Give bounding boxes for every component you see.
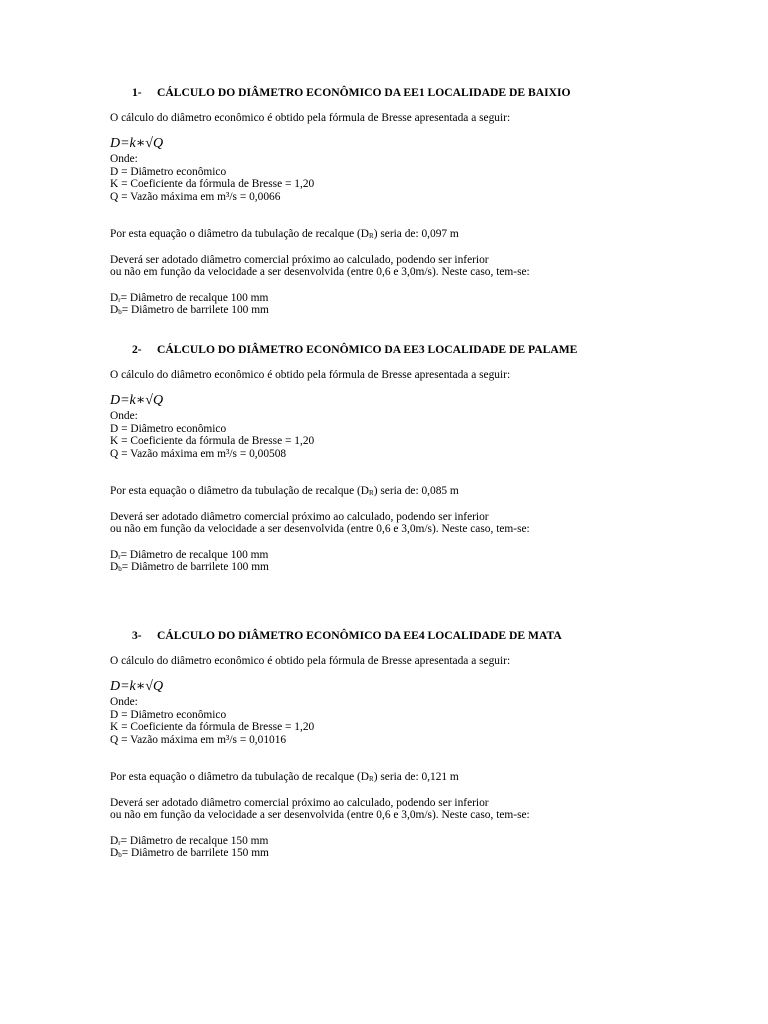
result-line — [110, 485, 459, 500]
section-number: 2- — [132, 343, 142, 356]
db-symbol: D — [110, 561, 119, 573]
dr-subscript: r — [118, 553, 121, 561]
result-pre: Por esta equação o diâmetro da tubulação de recalque (D — [110, 485, 370, 497]
adopt-line-1: Deverá ser adotado diâmetro comercial próximo ao calculado, podendo ser inferior — [110, 511, 489, 523]
dr-symbol: D — [110, 835, 119, 847]
result-sub: R — [369, 489, 374, 497]
result-post: ) seria de: 0,085 m — [373, 485, 459, 497]
onde-label: Onde: — [110, 410, 138, 422]
dr-text: = Diâmetro de recalque 100 mm — [120, 549, 269, 561]
onde-label: Onde: — [110, 696, 138, 708]
adopt-line-1: Deverá ser adotado diâmetro comercial próximo ao calculado, podendo ser inferior — [110, 254, 489, 266]
result-post: ) seria de: 0,097 m — [373, 228, 459, 240]
db-text: = Diâmetro de barrilete 150 mm — [121, 847, 269, 859]
result-line — [110, 228, 459, 243]
result-sub: R — [369, 232, 374, 240]
definition-d: D = Diâmetro econômico — [110, 423, 227, 435]
definition-k: K = Coeficiente da fórmula de Bresse = 1,20 — [110, 435, 315, 447]
dr-symbol: D — [110, 292, 119, 304]
db-subscript: b — [118, 851, 122, 859]
section-title: CÁLCULO DO DIÂMETRO ECONÔMICO DA EE1 LOCALIDADE DE BAIXIO — [157, 86, 571, 99]
dr-subscript: r — [118, 296, 121, 304]
barrilete-diameter — [110, 304, 269, 319]
bresse-formula: D=k∗√Q — [110, 393, 164, 408]
adopt-line-2: ou não em função da velocidade a ser desenvolvida (entre 0,6 e 3,0m/s). Neste caso, tem-se: — [110, 266, 530, 278]
barrilete-diameter — [110, 847, 269, 862]
section-number: 3- — [132, 629, 142, 642]
db-symbol: D — [110, 847, 119, 859]
db-subscript: b — [118, 308, 122, 316]
result-post: ) seria de: 0,121 m — [373, 771, 459, 783]
onde-label: Onde: — [110, 153, 138, 165]
bresse-formula: D=k∗√Q — [110, 136, 164, 151]
adopt-line-2: ou não em função da velocidade a ser desenvolvida (entre 0,6 e 3,0m/s). Neste caso, tem-se: — [110, 523, 530, 535]
section-heading — [132, 86, 571, 99]
section-title: CÁLCULO DO DIÂMETRO ECONÔMICO DA EE4 LOCALIDADE DE MATA — [157, 629, 562, 642]
dr-text: = Diâmetro de recalque 100 mm — [120, 292, 269, 304]
adopt-line-1: Deverá ser adotado diâmetro comercial próximo ao calculado, podendo ser inferior — [110, 797, 489, 809]
definition-q: Q = Vazão máxima em m³/s = 0,0066 — [110, 191, 281, 203]
intro-text: O cálculo do diâmetro econômico é obtido pela fórmula de Bresse apresentada a seguir: — [110, 655, 511, 667]
definition-q: Q = Vazão máxima em m³/s = 0,00508 — [110, 448, 287, 460]
dr-subscript: r — [118, 839, 121, 847]
intro-text: O cálculo do diâmetro econômico é obtido pela fórmula de Bresse apresentada a seguir: — [110, 369, 511, 381]
definition-d: D = Diâmetro econômico — [110, 709, 227, 721]
barrilete-diameter — [110, 561, 269, 576]
dr-symbol: D — [110, 549, 119, 561]
result-pre: Por esta equação o diâmetro da tubulação de recalque (D — [110, 228, 370, 240]
definition-k: K = Coeficiente da fórmula de Bresse = 1,20 — [110, 178, 315, 190]
result-pre: Por esta equação o diâmetro da tubulação de recalque (D — [110, 771, 370, 783]
result-sub: R — [369, 775, 374, 783]
dr-text: = Diâmetro de recalque 150 mm — [120, 835, 269, 847]
section-number: 1- — [132, 86, 142, 99]
result-line — [110, 771, 459, 786]
db-text: = Diâmetro de barrilete 100 mm — [121, 561, 269, 573]
definition-d: D = Diâmetro econômico — [110, 166, 227, 178]
section-title: CÁLCULO DO DIÂMETRO ECONÔMICO DA EE3 LOCALIDADE DE PALAME — [157, 343, 578, 356]
intro-text: O cálculo do diâmetro econômico é obtido pela fórmula de Bresse apresentada a seguir: — [110, 112, 511, 124]
definition-q: Q = Vazão máxima em m³/s = 0,01016 — [110, 734, 287, 746]
db-symbol: D — [110, 304, 119, 316]
db-text: = Diâmetro de barrilete 100 mm — [121, 304, 269, 316]
adopt-line-2: ou não em função da velocidade a ser desenvolvida (entre 0,6 e 3,0m/s). Neste caso, tem-se: — [110, 809, 530, 821]
definition-k: K = Coeficiente da fórmula de Bresse = 1,20 — [110, 721, 315, 733]
db-subscript: b — [118, 565, 122, 573]
section-heading — [132, 629, 562, 642]
bresse-formula: D=k∗√Q — [110, 679, 164, 694]
section-heading — [132, 343, 577, 356]
